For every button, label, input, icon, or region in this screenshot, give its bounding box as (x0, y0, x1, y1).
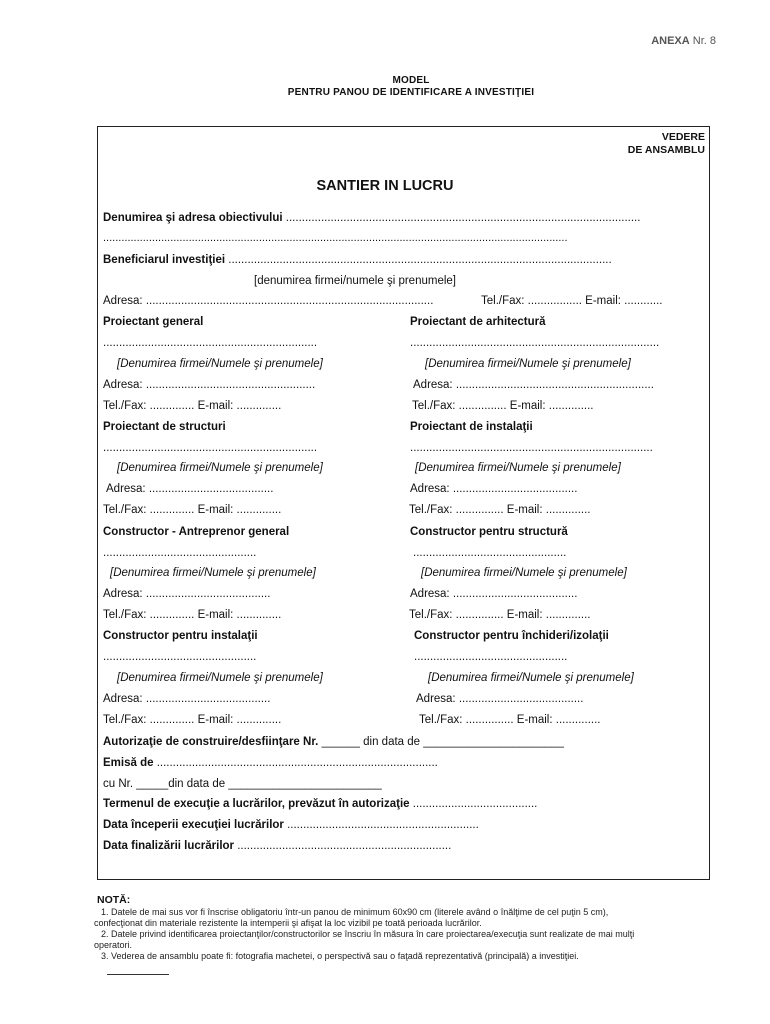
proiectant-arhitectura-address: Adresa: .............................................................. (413, 379, 654, 391)
constructor-instalatii-placeholder: [Denumirea firmei/Numele şi prenumele] (117, 672, 323, 684)
note-1b: confecţionat din materiale rezistente la intemperii şi afişat la loc vizibil pe toată perioada lucrărilor. (94, 918, 482, 928)
proiectant-instalatii-placeholder: [Denumirea firmei/Numele şi prenumele] (415, 462, 621, 474)
constructor-inchideri-placeholder: [Denumirea firmei/Numele şi prenumele] (428, 672, 634, 684)
constructor-instalatii-telfax: Tel./Fax: .............. E-mail: .............. (103, 714, 282, 726)
proiectant-structuri-placeholder: [Denumirea firmei/Numele şi prenumele] (117, 462, 323, 474)
data-inceperii-dots: ............................................................ (287, 819, 479, 831)
constructor-structura-address: Adresa: ....................................... (410, 588, 578, 600)
vedere-line2: DE ANSAMBLU (627, 144, 705, 156)
termen-row (103, 798, 537, 810)
proiectant-arhitectura-telfax: Tel./Fax: ............... E-mail: .............. (412, 400, 594, 412)
constructor-instalatii-address: Adresa: ....................................... (103, 693, 271, 705)
constructor-general-placeholder: [Denumirea firmei/Numele şi prenumele] (110, 567, 316, 579)
emisa-label: Emisă de (103, 757, 154, 769)
vedere-line1: VEDERE (661, 131, 705, 143)
proiectant-general-placeholder: [Denumirea firmei/Numele şi prenumele] (117, 358, 323, 370)
termen-label: Termenul de execuţie a lucrărilor, prevăzut în autorizaţie (103, 798, 410, 810)
emisa-dots: ........................................................................................ (156, 757, 438, 769)
constructor-general-label: Constructor - Antreprenor general (103, 526, 290, 538)
constructor-general-address: Adresa: ....................................... (103, 588, 271, 600)
site-title: SANTIER IN LUCRU (316, 178, 454, 194)
proiectant-arhitectura-dots: .............................................................................. (410, 337, 660, 349)
constructor-general-dots: ................................................ (103, 547, 257, 559)
proiectant-general-address: Adresa: ..................................................... (103, 379, 316, 391)
proiectant-structuri-address: Adresa: ....................................... (106, 483, 274, 495)
obiectiv-row (103, 212, 640, 224)
beneficiar-dots: ........................................................................................................................ (228, 254, 612, 266)
note-2b: operatori. (94, 940, 133, 950)
annex-num: Nr. 8 (692, 35, 716, 47)
data-finalizarii-row (103, 840, 451, 852)
constructor-general-telfax: Tel./Fax: .............. E-mail: .............. (103, 609, 282, 621)
annex-number (651, 35, 716, 47)
proiectant-instalatii-address: Adresa: ....................................... (410, 483, 578, 495)
constructor-inchideri-telfax: Tel./Fax: ............... E-mail: .............. (419, 714, 601, 726)
obiectiv-dots-line2: ........................................................................................................................................................ (103, 232, 568, 244)
constructor-inchideri-dots: ................................................ (414, 651, 568, 663)
beneficiar-row (103, 254, 612, 266)
obiectiv-dots: ............................................................................................................... (285, 212, 641, 224)
autorizatie-row (103, 736, 564, 748)
proiectant-structuri-dots: ................................................................... (103, 442, 318, 454)
termen-dots: ....................................... (412, 798, 538, 810)
notes-title: NOTĂ: (97, 894, 131, 906)
data-finalizarii-dots: ................................................................... (237, 840, 452, 852)
obiectiv-label: Denumirea şi adresa obiectivului (103, 212, 283, 224)
proiectant-instalatii-label: Proiectant de instalaţii (410, 421, 533, 433)
proiectant-general-telfax: Tel./Fax: .............. E-mail: .............. (103, 400, 282, 412)
proiectant-instalatii-dots: ............................................................................ (410, 442, 653, 454)
constructor-structura-telfax: Tel./Fax: ............... E-mail: .............. (409, 609, 591, 621)
proiectant-arhitectura-placeholder: [Denumirea firmei/Numele şi prenumele] (425, 358, 631, 370)
note-3: 3. Vederea de ansamblu poate fi: fotografia machetei, o perspectivă sau o faţadă reprezentativă (principală) a investiţiei. (101, 951, 579, 961)
data-finalizarii-label: Data finalizării lucrărilor (103, 840, 235, 852)
beneficiar-placeholder: [denumirea firmei/numele şi prenumele] (254, 275, 456, 287)
emisa-line2: cu Nr. _____din data de ________________________ (103, 778, 382, 790)
constructor-instalatii-label: Constructor pentru instalaţii (103, 630, 258, 642)
autorizatie-label: Autorizaţie de construire/desfiinţare Nr. (103, 736, 319, 748)
footnote-divider (107, 974, 169, 975)
proiectant-structuri-label: Proiectant de structuri (103, 421, 226, 433)
model-title: MODEL (392, 75, 430, 86)
constructor-structura-placeholder: [Denumirea firmei/Numele şi prenumele] (421, 567, 627, 579)
beneficiar-telfax: Tel./Fax: ................. E-mail: ............ (481, 295, 663, 307)
note-1a: 1. Datele de mai sus vor fi înscrise obligatoriu într-un panou de minimum 60x90 cm (literele având o înălţime de cel puţin 5 cm), (101, 907, 609, 917)
proiectant-general-label: Proiectant general (103, 316, 204, 328)
constructor-structura-label: Constructor pentru structură (410, 526, 568, 538)
constructor-structura-dots: ................................................ (413, 547, 567, 559)
constructor-instalatii-dots: ................................................ (103, 651, 257, 663)
annex-label: ANEXA (651, 35, 690, 47)
constructor-inchideri-label: Constructor pentru închideri/izolaţii (414, 630, 609, 642)
emisa-row (103, 757, 438, 769)
data-inceperii-row (103, 819, 479, 831)
proiectant-structuri-telfax: Tel./Fax: .............. E-mail: .............. (103, 504, 282, 516)
data-inceperii-label: Data începerii execuţiei lucrărilor (103, 819, 284, 831)
proiectant-arhitectura-label: Proiectant de arhitectură (410, 316, 546, 328)
beneficiar-label: Beneficiarul investiţiei (103, 254, 226, 266)
autorizatie-rest: ______ din data de ______________________ (321, 736, 564, 748)
beneficiar-address: Adresa: .......................................................................................... (103, 295, 434, 307)
proiectant-instalatii-telfax: Tel./Fax: ............... E-mail: .............. (409, 504, 591, 516)
constructor-inchideri-address: Adresa: ....................................... (416, 693, 584, 705)
model-subtitle: PENTRU PANOU DE IDENTIFICARE A INVESTIŢIEI (287, 87, 535, 98)
proiectant-general-dots: ................................................................... (103, 337, 318, 349)
note-2a: 2. Datele privind identificarea proiectanţilor/constructorilor se înscriu în măsura în care proiectarea/execuţia sunt realizate de mai mulţi (101, 929, 635, 939)
vedere-label (628, 131, 705, 157)
